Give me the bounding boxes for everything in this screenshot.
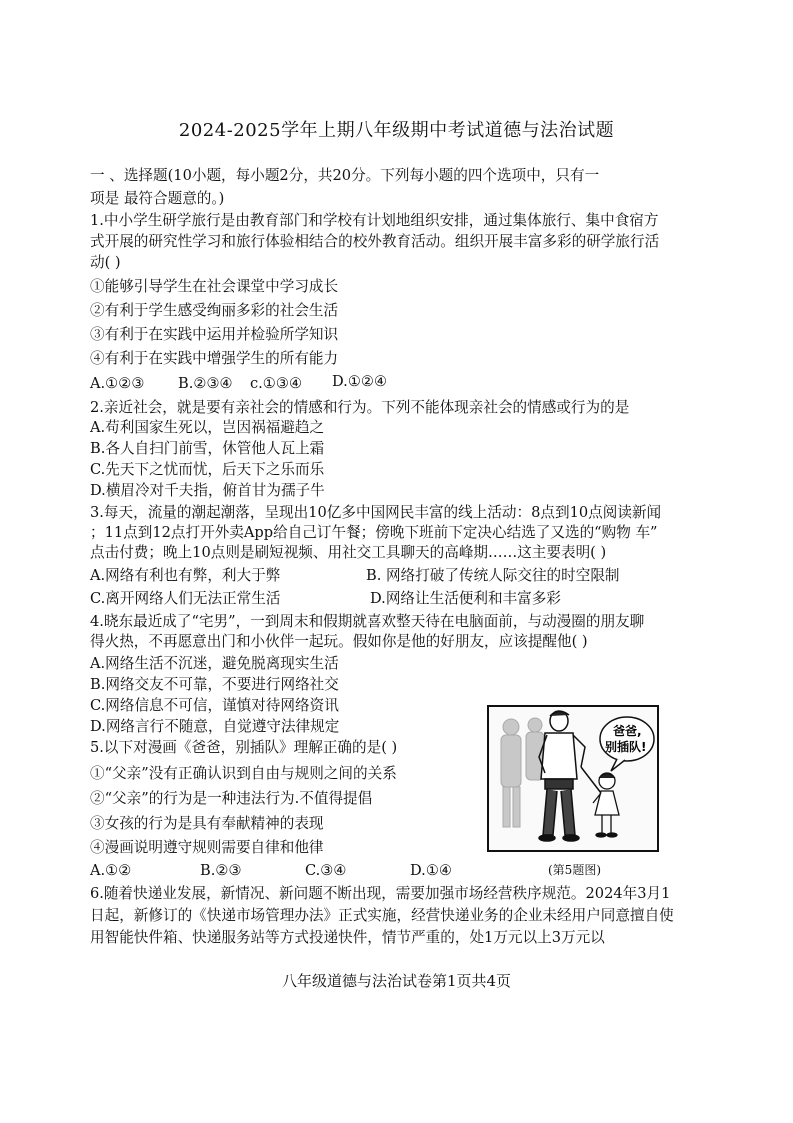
- q2-option-d: D.横眉冷对千夫指，俯首甘为孺子牛: [90, 482, 325, 499]
- q2-option-a: A.苟利国家生死以，岂因祸福避趋之: [90, 419, 325, 436]
- q5-item-1: ①“父亲”没有正确认识到自由与规则之间的关系: [90, 765, 397, 782]
- q1-item-1: ①能够引导学生在社会课堂中学习成长: [90, 278, 339, 295]
- q6-stem-line-1: 6.随着快递业发展，新情况、新问题不断出现，需要加强市场经营秩序规范。2024年3月1: [90, 885, 671, 902]
- q2-option-c: C.先天下之忧而忧，后天下之乐而乐: [90, 461, 325, 478]
- q4-stem-line-1: 4.晓东最近成了“宅男”，一到周末和假期就喜欢整天待在电脑面前，与动漫圈的朋友聊: [90, 613, 645, 630]
- q5-option-c: C.③④: [305, 862, 347, 879]
- cartoon-drawing: [489, 707, 657, 850]
- section-instruction-line-2: 项是 最符合题意的。): [90, 190, 225, 207]
- q4-option-c: C.网络信息不可信，谨慎对待网络资讯: [90, 697, 339, 714]
- section-instruction-line-1: 一 、选择题(10小题，每小题2分，共20分。下列每小题的四个选项中，只有一: [90, 167, 600, 184]
- q3-option-b: B. 网络打破了传统人际交往的时空限制: [366, 567, 620, 584]
- q1-stem-line-2: 式开展的研究性学习和旅行体验相结合的校外教育活动。组织开展丰富多彩的研学旅行活: [90, 233, 660, 250]
- q1-item-2: ②有利于学生感受绚丽多彩的社会生活: [90, 302, 339, 319]
- q2-stem: 2.亲近社会，就是要有亲社会的情感和行为。下列不能体现亲社会的情感或行为的是: [90, 399, 630, 416]
- q5-stem: 5.以下对漫画《爸爸，别插队》理解正确的是( ): [90, 739, 398, 756]
- q3-stem-line-1: 3.每天，流量的潮起潮落，呈现出10亿多中国网民丰富的线上活动：8点到10点阅读新闻: [90, 504, 662, 521]
- q1-item-4: ④有利于在实践中增强学生的所有能力: [90, 350, 339, 367]
- cartoon-illustration: [487, 705, 659, 852]
- cartoon-bubble-line-2: 别插队!: [605, 740, 647, 754]
- q1-stem-line-1: 1.中小学生研学旅行是由教育部门和学校有计划地组织安排，通过集体旅行、集中食宿方: [90, 212, 659, 229]
- q5-item-2: ②“父亲”的行为是一种违法行为.不值得提倡: [90, 790, 373, 807]
- q1-item-3: ③有利于在实践中运用并检验所学知识: [90, 326, 339, 343]
- q1-option-c: c.①③④: [250, 375, 303, 392]
- q4-option-b: B.网络交友不可靠，不要进行网络社交: [90, 676, 339, 693]
- q1-option-b: B.②③④: [178, 375, 233, 392]
- q3-option-c: C.离开网络人们无法正常生活: [90, 590, 281, 607]
- q5-option-b: B.②③: [200, 862, 242, 879]
- exam-title: 2024-2025学年上期八年级期中考试道德与法治试题: [178, 120, 615, 141]
- q5-option-d: D.①④: [410, 862, 452, 879]
- q1-stem-line-3: 动( ): [90, 254, 121, 271]
- q5-item-4: ④漫画说明遵守规则需要自律和他律: [90, 839, 324, 856]
- q6-stem-line-2: 日起，新修订的《快递市场管理办法》正式实施，经营快递业务的企业未经用户同意擅自使: [90, 907, 674, 924]
- cartoon-caption: (第5题图): [548, 863, 601, 877]
- q4-option-a: A.网络生活不沉迷，避免脱离现实生活: [90, 655, 339, 672]
- q1-option-a: A.①②③: [90, 375, 145, 392]
- q3-stem-line-2: ；11点到12点打开外卖App给自己订午餐；傍晚下班前下定决心结选了又选的“购物 车”: [90, 524, 658, 541]
- q4-option-d: D.网络言行不随意，自觉遵守法律规定: [90, 718, 340, 735]
- q2-option-b: B.各人自扫门前雪，休管他人瓦上霜: [90, 440, 325, 457]
- cartoon-bubble-line-1: 爸爸,: [613, 724, 642, 738]
- q3-stem-line-3: 点击付费；晚上10点则是刷短视频、用社交工具聊天的高峰期……这主要表明( ): [90, 544, 607, 561]
- q5-item-3: ③女孩的行为是具有奉献精神的表现: [90, 815, 324, 832]
- q3-option-a: A.网络有利也有弊，利大于弊: [90, 567, 281, 584]
- q3-option-d: D.网络让生活便利和丰富多彩: [370, 590, 561, 607]
- page-footer: 八年级道德与法治试卷第1页共4页: [281, 972, 512, 990]
- q1-option-d: D.①②④: [332, 373, 388, 390]
- q5-option-a: A.①②: [90, 862, 132, 879]
- q4-stem-line-2: 得火热，不再愿意出门和小伙伴一起玩。假如你是他的好朋友，应该提醒他( ): [90, 633, 588, 650]
- q6-stem-line-3: 用智能快件箱、快递服务站等方式投递快件，情节严重的，处1万元以上3万元以: [90, 929, 605, 946]
